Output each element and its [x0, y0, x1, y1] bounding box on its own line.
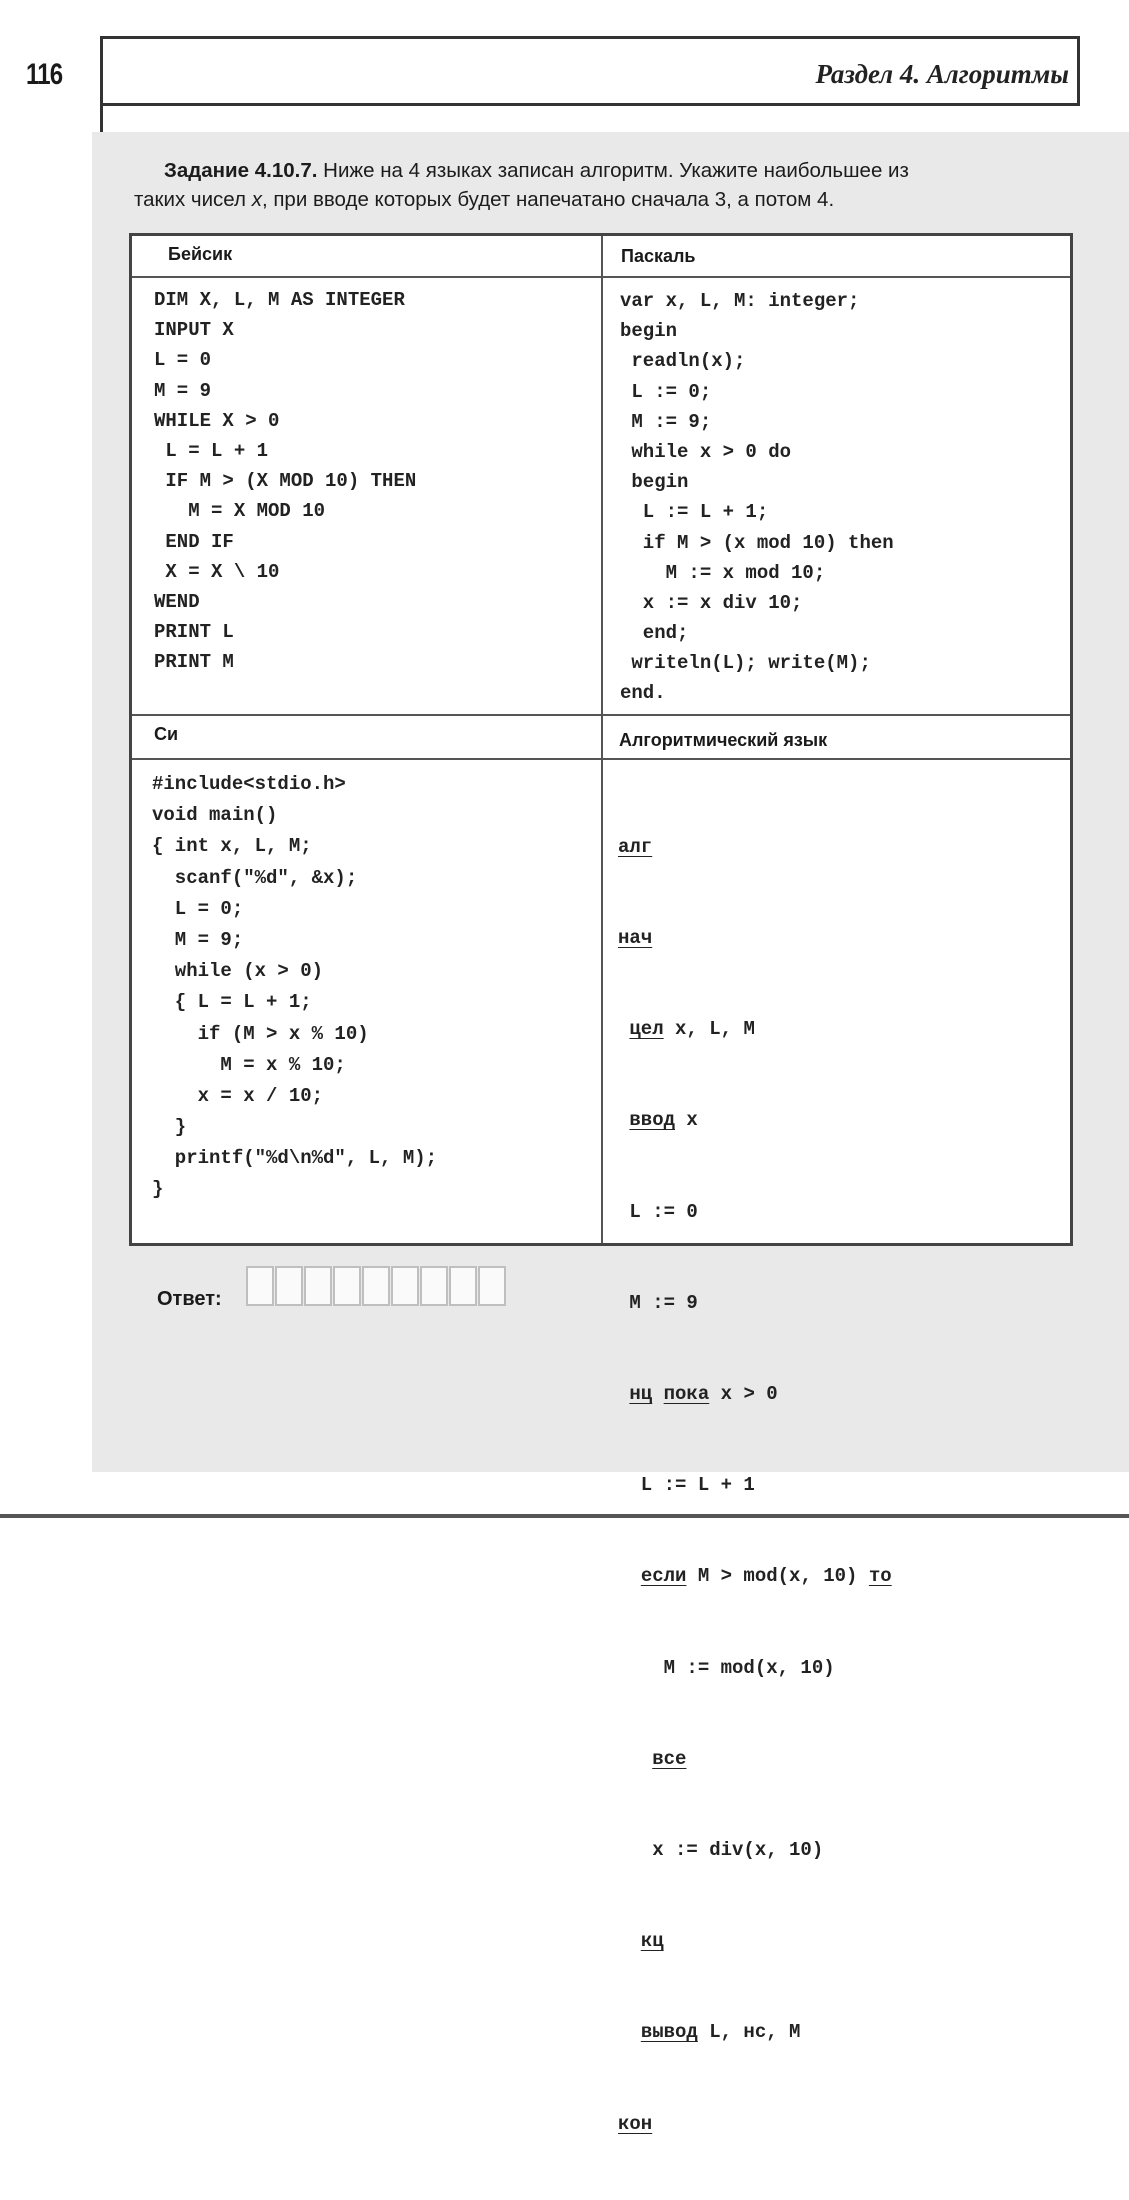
algo-text: x [675, 1109, 698, 1132]
basic-code-line: INPUT X [154, 319, 234, 342]
basic-code-line: X = X \ 10 [154, 560, 280, 583]
header-pascal: Паскаль [621, 246, 696, 266]
pascal-code-line: writeln(L); write(M); [620, 652, 871, 675]
algo-keyword: вывод [640, 2021, 698, 2044]
basic-code-line: M = X MOD 10 [154, 500, 326, 523]
section-header [100, 36, 1080, 106]
basic-code-line: DIM X, L, M AS INTEGER [154, 289, 405, 311]
basic-code-line: M = 9 [154, 379, 212, 402]
c-code-line: if (M > x % 10) [152, 1022, 369, 1045]
c-code-line: L = 0; [152, 897, 244, 920]
c-code-line: scanf("%d", &x); [152, 866, 358, 889]
header-basic: Бейсик [168, 244, 233, 264]
algo-keyword: кц [640, 1930, 664, 1953]
c-code-line: x = x / 10; [152, 1084, 324, 1107]
pascal-code-line: readln(x); [620, 350, 746, 373]
answer-digit-box[interactable] [246, 1266, 274, 1306]
pascal-code-line: L := 0; [620, 380, 712, 403]
algo-line: x := div(x, 10) [618, 1839, 824, 1862]
answer-digit-box[interactable] [391, 1266, 419, 1306]
algo-line [618, 1561, 892, 1591]
algo-text: x, L, M [663, 1018, 755, 1041]
algo-keyword: цел [629, 1018, 664, 1041]
algo-line [618, 1014, 892, 1044]
pascal-code-line: var x, L, M: integer; [620, 290, 860, 312]
row-divider-top [132, 276, 1070, 278]
answer-digit-box[interactable] [420, 1266, 448, 1306]
basic-code-line: WHILE X > 0 [154, 409, 280, 432]
task-label: Задание 4.10.7. [164, 159, 318, 182]
header-algo: Алгоритмический язык [619, 730, 828, 750]
page-number: 116 [26, 58, 63, 91]
algo-keyword: если [640, 1565, 687, 1588]
task-text-line1: Ниже на 4 языках записан алгоритм. Укажите наибольшее из [317, 159, 909, 182]
algo-text: M > mod(x, 10) [686, 1565, 869, 1588]
pascal-code-line: if M > (x mod 10) then [620, 531, 894, 554]
c-code-line: while (x > 0) [152, 960, 324, 983]
algo-line: L := 0 [618, 1200, 698, 1223]
algo-keyword: алг [618, 835, 653, 858]
algo-line [618, 2017, 892, 2047]
algo-line: M := 9 [618, 1291, 698, 1314]
algo-text: x > 0 [709, 1383, 778, 1406]
row-divider-bottom [132, 758, 1070, 760]
pascal-code-line: while x > 0 do [620, 440, 792, 463]
pascal-code-line: begin [620, 320, 678, 343]
page-bottom-rule [0, 1514, 1129, 1518]
answer-digit-box[interactable] [333, 1266, 361, 1306]
algo-line [618, 923, 892, 953]
code-c [152, 769, 437, 1206]
c-code-line: { int x, L, M; [152, 835, 312, 858]
algo-line: M := mod(x, 10) [618, 1656, 835, 1679]
basic-code-line: L = 0 [154, 349, 212, 372]
c-code-line: void main() [152, 804, 278, 827]
basic-code-line: PRINT M [154, 651, 234, 674]
algo-text: L, нс, M [697, 2021, 801, 2044]
answer-digit-box[interactable] [275, 1266, 303, 1306]
answer-digit-box[interactable] [362, 1266, 390, 1306]
algo-keyword: ввод [629, 1109, 676, 1132]
basic-code-line: IF M > (X MOD 10) THEN [154, 470, 417, 493]
section-title: Раздел 4. Алгоритмы [815, 59, 1069, 89]
c-code-line: M = 9; [152, 928, 244, 951]
algo-keyword: то [868, 1565, 892, 1588]
algo-keyword: кон [618, 2112, 653, 2135]
code-algo [618, 771, 892, 2200]
algo-line [618, 1379, 892, 1409]
basic-code-line: WEND [154, 590, 200, 613]
pascal-code-line: end. [620, 682, 666, 705]
task-text-line2-b: , при вводе которых будет напечатано сначала 3, а потом 4. [261, 188, 835, 211]
algo-line [618, 832, 892, 862]
task-variable: x [251, 188, 262, 211]
answer-digit-box[interactable] [478, 1266, 506, 1306]
column-divider [601, 236, 603, 1243]
answer-digit-box[interactable] [449, 1266, 477, 1306]
answer-boxes[interactable] [246, 1266, 507, 1306]
c-code-line: } [152, 1178, 164, 1201]
pascal-code-line: M := x mod 10; [620, 561, 826, 584]
algo-line: L := L + 1 [618, 1474, 755, 1497]
header-c: Си [154, 724, 179, 744]
algo-line [618, 1926, 892, 1956]
c-code-line: #include<stdio.h> [152, 773, 346, 795]
c-code-line: } [152, 1116, 187, 1139]
algo-keyword: все [652, 1747, 687, 1770]
basic-code-line: PRINT L [154, 621, 234, 644]
answer-digit-box[interactable] [304, 1266, 332, 1306]
c-code-line: { L = L + 1; [152, 991, 312, 1014]
code-basic [154, 285, 416, 677]
pascal-code-line: L := L + 1; [620, 501, 769, 524]
task-text-line2-a: таких чисел [134, 188, 252, 211]
algo-keyword: нач [618, 927, 653, 950]
row-divider-middle [132, 714, 1070, 716]
c-code-line: printf("%d\n%d", L, M); [152, 1147, 438, 1170]
algo-line [618, 1105, 892, 1135]
code-pascal [620, 286, 894, 709]
c-code-line: M = x % 10; [152, 1053, 346, 1076]
pascal-code-line: begin [620, 471, 689, 494]
basic-code-line: L = L + 1 [154, 439, 269, 462]
algo-keyword: пока [663, 1383, 710, 1406]
algo-line [618, 1744, 892, 1774]
task-statement [134, 156, 1079, 214]
algo-keyword: нц [629, 1383, 653, 1406]
pascal-code-line: end; [620, 622, 689, 645]
answer-label: Ответ: [157, 1288, 222, 1310]
pascal-code-line: x := x div 10; [620, 591, 803, 614]
basic-code-line: END IF [154, 530, 234, 553]
pascal-code-line: M := 9; [620, 410, 712, 433]
algo-line [618, 2109, 892, 2139]
